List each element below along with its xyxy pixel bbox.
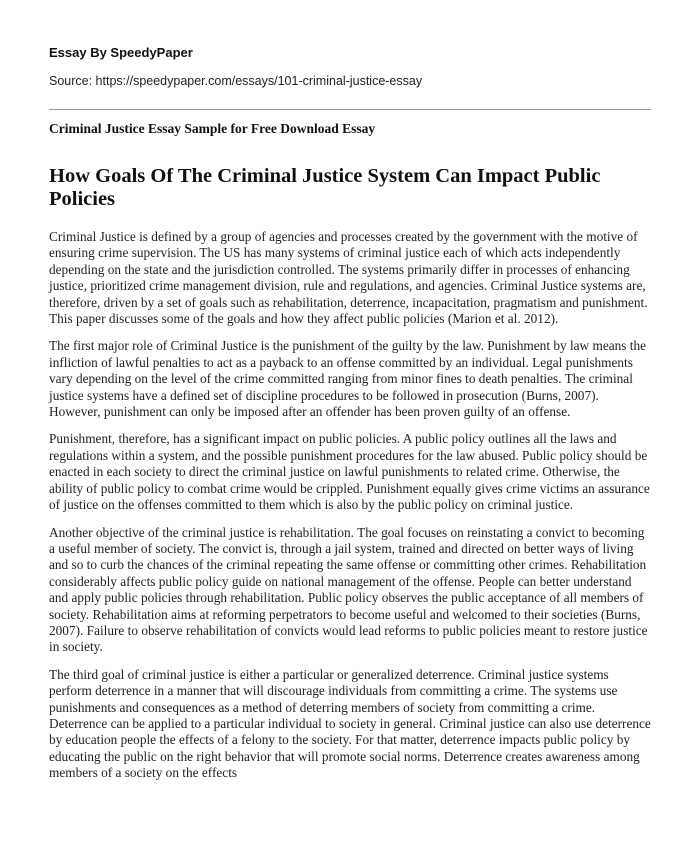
paragraph: Criminal Justice is defined by a group of agencies and processes created by the government with the motive of ensuring crime supervision. The US has many systems of criminal justice each of which acts independently depending on the state and the jurisdiction controlled. The systems primarily differ in processes of enhancing justice, prioritized crime management division, rule and regulations, and agencies. Criminal Justice systems are, therefore, driven by a set of goals such as rehabilitation, deterrence, incapacitation, pragmatism and punishment. This paper discusses some of the goals and how they affect public policies (Marion et al. 2012).: [49, 229, 648, 327]
paragraph: Another objective of the criminal justice is rehabilitation. The goal focuses on reinstating a convict to becoming a useful member of society. The convict is, through a jail system, trained and directed on better ways of living and so to curb the chances of the criminal repeating the same offense or committing other crimes. Rehabilitation considerably affects public policy guide on national management of the offense. People can better understand and apply public policies through rehabilitation. Public policy observes the public acceptance of all members of society. Rehabilitation aims at reforming perpetrators to become useful and welcomed to their societies (Burns, 2007). Failure to observe rehabilitation of convicts would lead reforms to public policies meant to restore justice in society.: [49, 524, 648, 655]
paragraph: The third goal of criminal justice is either a particular or generalized deterrence. Criminal justice systems perform deterrence in a manner that will discourage individuals from committing a crime. The systems use punishments and consequences as a method of deterring members of society from committing a crime. Deterrence can be applied to a particular individual to society in general. Criminal justice can also use deterrence by education people the effects of a felony to the society. For that matter, deterrence impacts public policy by educating the public on the right behavior that will promote social norms. Deterrence creates awareness among members of a society on the effects: [49, 666, 651, 781]
paragraph: Punishment, therefore, has a significant impact on public policies. A public policy outlines all the laws and regulations within a system, and the possible punishment procedures for the law abused. Public policy should be enacted in each society to direct the criminal justice on lawful punishments to related crime. Otherwise, the ability of public policy to combat crime would be crippled. Punishment equally gives crime victims an assurance of justice on the offenses committed to them which is also by the public policy on criminal justice.: [49, 431, 650, 513]
header-divider: [49, 109, 651, 110]
essay-title: How Goals Of The Criminal Justice System Can Impact Public Policies: [49, 165, 601, 210]
essay-body: [49, 229, 651, 782]
brand-label: Essay By SpeedyPaper: [49, 45, 193, 60]
paragraph: The first major role of Criminal Justice is the punishment of the guilty by the law. Punishment by law means the infliction of lawful penalties to act as a payback to an offense committed by an individual. Legal punishments vary depending on the level of the crime committed ranging from minor fines to death penalties. The criminal justice systems have a defined set of discipline procedures to be followed in prosecution (Burns, 2007). However, punishment can only be imposed after an offender has been proven guilty of an offense.: [49, 338, 647, 420]
source-line: Source: https://speedypaper.com/essays/101-criminal-justice-essay: [49, 74, 423, 88]
document-subtitle: Criminal Justice Essay Sample for Free Download Essay: [49, 121, 376, 136]
